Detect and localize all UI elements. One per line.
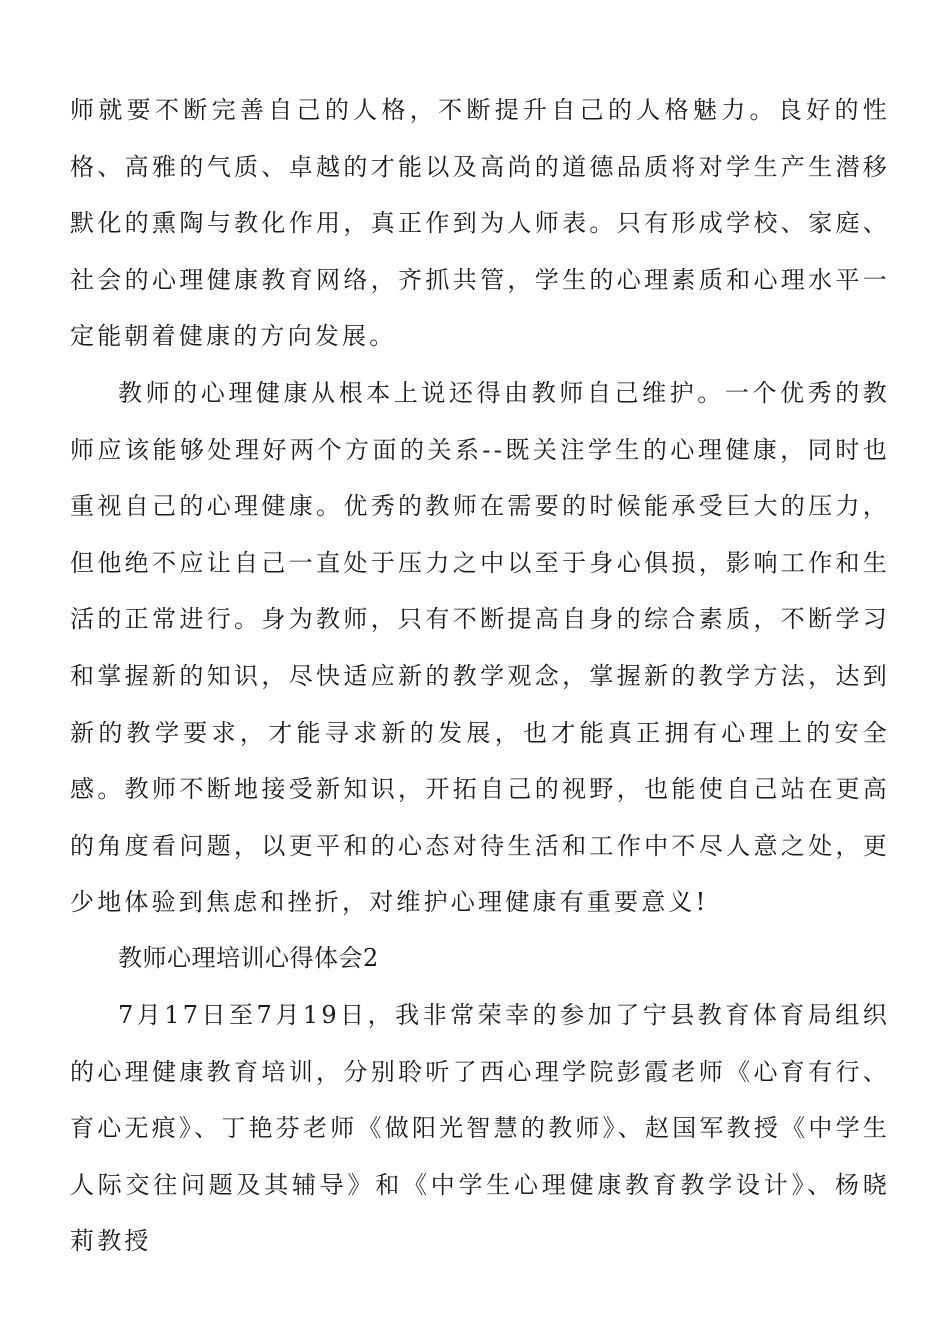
paragraph-text: 7月17日至7月19日，我非常荣幸的参加了宁县教育体育局组织的心理健康教育培训，分别聆听了西心理学院彭霞老师《心育有行、育心无痕》、丁艳芬老师《做阳光智慧的教师》、赵国军教授《中学生人际交往问题及其辅导》和《中学生心理健康教育教学设计》、杨晓莉教授 (70, 1001, 890, 1256)
paragraph-text: 教师的心理健康从根本上说还得由教师自己维护。一个优秀的教师应该能够处理好两个方面的关系--既关注学生的心理健康，同时也重视自己的心理健康。优秀的教师在需要的时候能承受巨大的压力，但他绝不应让自己一直处于压力之中以至于身心俱损，影响工作和生活的正常进行。身为教师，只有不断提高自身的综合素质，不断学习和掌握新的知识，尽快适应新的教学观念，掌握新的教学方法，达到新的教学要求，才能寻求新的发展，也才能真正拥有心理上的安全感。教师不断地接受新知识，开拓自己的视野，也能使自己站在更高的角度看问题，以更平和的心态对待生活和工作中不尽人意之处，更少地体验到焦虑和挫折，对维护心理健康有重要意义! (70, 379, 890, 917)
paragraph-teacher-mental-health (70, 365, 890, 931)
paragraph-training-summary (70, 987, 890, 1270)
paragraph-text: 师就要不断完善自己的人格，不断提升自己的人格魅力。良好的性格、高雅的气质、卓越的才能以及高尚的道德品质将对学生产生潜移默化的熏陶与教化作用，真正作到为人师表。只有形成学校、家庭、社会的心理健康教育网络，齐抓共管，学生的心理素质和心理水平一定能朝着健康的方向发展。 (70, 96, 890, 351)
section-title: 教师心理培训心得体会2 (118, 944, 379, 972)
section-title-block (70, 930, 890, 987)
paragraph-continuation (70, 82, 890, 365)
